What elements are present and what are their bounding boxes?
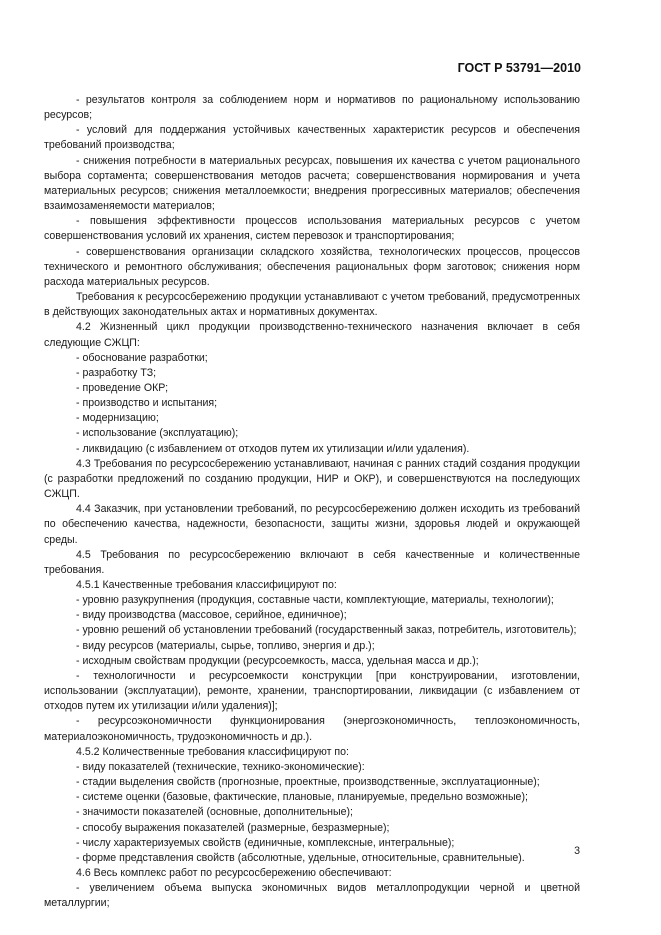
paragraph: - повышения эффективности процессов использования материальных ресурсов с учетом совершенствования условий их хранения, систем перевозок и транспортирования; — [44, 215, 580, 243]
standard-header: ГОСТ Р 53791—2010 — [457, 61, 581, 75]
list-item: - уровню разукрупнения (продукция, составные части, комплектующие, материалы, технологии); — [76, 594, 554, 607]
list-item: - исходным свойствам продукции (ресурсоемкость, масса, удельная масса и др.); — [76, 654, 479, 667]
list-item: - ресурсоэкономичности функционирования (энергоэкономичность, теплоэкономичность, материалоэкономичность, трудоэкономичность и др.). — [44, 715, 580, 743]
list-item: - уровню решений об установлении требований (государственный заказ, потребитель, изготовитель); — [76, 624, 577, 637]
paragraph: - условий для поддержания устойчивых качественных характеристик ресурсов и обеспечения требований производства; — [44, 124, 580, 152]
section-4-5-2: 4.5.2 Количественные требования классифицируют по: — [76, 745, 349, 758]
list-item: - обоснование разработки; — [76, 351, 208, 364]
list-item: - виду показателей (технические, технико-экономические): — [76, 760, 365, 773]
section-4-6: 4.6 Весь комплекс работ по ресурсосбережению обеспечивают: — [76, 866, 392, 879]
section-4-4: 4.4 Заказчик, при установлении требований, по ресурсосбережению должен исходить из требований по обеспечению качества, надежности, безопасности, защиты жизни, здоровья людей и окружающей среды. — [44, 503, 580, 546]
page-number: 3 — [574, 845, 580, 857]
list-item: - проведение ОКР; — [76, 381, 169, 394]
list-item: - ликвидацию (с избавлением от отходов путем их утилизации и/или удаления). — [76, 442, 470, 455]
list-item: - системе оценки (базовые, фактические, плановые, планируемые, предельно возможные); — [76, 791, 528, 804]
section-4-5: 4.5 Требования по ресурсосбережению включают в себя качественные и количественные требования. — [44, 548, 580, 576]
list-item: - стадии выделения свойств (прогнозные, проектные, производственные, эксплуатационные); — [76, 776, 540, 789]
list-item: - форме представления свойств (абсолютные, удельные, относительные, сравнительные). — [76, 851, 525, 864]
paragraph: - снижения потребности в материальных ресурсах, повышения их качества с учетом рационального выбора сортамента; совершенствования методов расчета; совершенствования нормирования и учета материальных ресурсов; снижения металлоемкости; внедрения прогрессивных материалов; обеспечения взаимозаменяемости материалов; — [44, 154, 580, 213]
list-item: - модернизацию; — [76, 412, 159, 425]
list-item: - увеличением объема выпуска экономичных видов металлопродукции черной и цветной металлургии; — [44, 882, 580, 910]
list-item: - значимости показателей (основные, дополнительные); — [76, 806, 353, 819]
paragraph: - совершенствования организации складского хозяйства, технологических процессов, процессов технического и ремонтного обслуживания; обеспечения рациональных форм заготовок; снижения норм расхода материальных ресурсов. — [44, 245, 580, 288]
list-item: - виду ресурсов (материалы, сырье, топливо, энергия и др.); — [76, 639, 375, 652]
list-item: - производство и испытания; — [76, 397, 218, 410]
list-item: - виду производства (массовое, серийное, единичное); — [76, 609, 347, 622]
list-item: - технологичности и ресурсоемкости конструкции [при конструировании, изготовлении, использовании (эксплуатации), ремонте, хранении, транспортировании, ликвидации (с избавлением от отходов путем их утилизации и/или удаления)]; — [44, 669, 580, 713]
section-4-3: 4.3 Требования по ресурсосбережению устанавливают, начиная с ранних стадий создания продукции (с разработки предложений по созданию продукции, НИР и ОКР), и совершенствуются на последующих СЖЦП. — [44, 457, 580, 501]
list-item: - разработку ТЗ; — [76, 366, 157, 379]
list-item: - способу выражения показателей (размерные, безразмерные); — [76, 821, 390, 834]
section-4-5-1: 4.5.1 Качественные требования классифицируют по: — [76, 579, 337, 591]
paragraph: - результатов контроля за соблюдением норм и нормативов по рациональному использованию ресурсов; — [44, 94, 580, 122]
list-item: - использование (эксплуатацию); — [76, 427, 239, 440]
section-4-2: 4.2 Жизненный цикл продукции производственно-технического назначения включает в себя следующие СЖЦП: — [44, 321, 580, 349]
paragraph: Требования к ресурсосбережению продукции устанавливают с учетом требований, предусмотренных в действующих законодательных актах и нормативных документах. — [44, 291, 580, 319]
list-item: - числу характеризуемых свойств (единичные, комплексные, интегральные); — [76, 836, 455, 849]
document-body — [44, 93, 580, 911]
